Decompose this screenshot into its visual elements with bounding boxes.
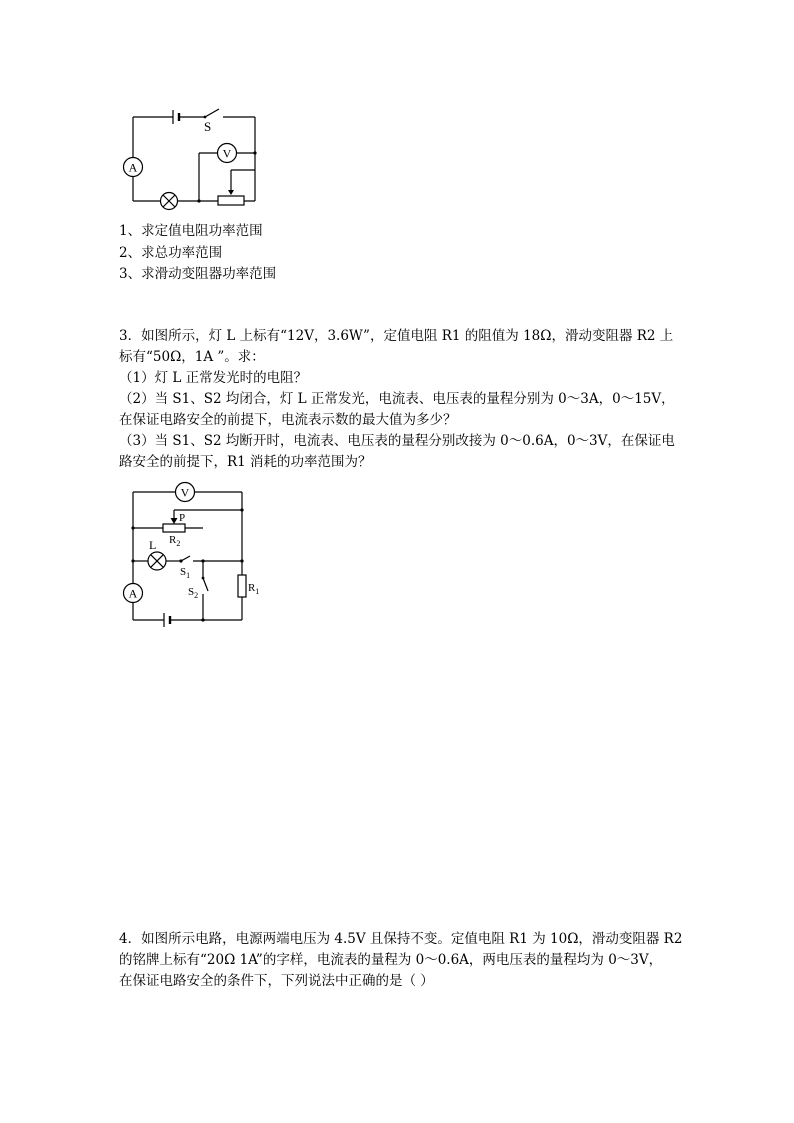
rheostat-slider-arrow [228, 190, 234, 195]
problem-3-part-1: （1）灯 L 正常发光时的电阻？ [119, 370, 308, 386]
switch-label: S [204, 119, 212, 134]
problem-4-line-1: 4．如图所示电路，电源两端电压为 4.5V 且保持不变。定值电阻 R1 为 10Ω，滑动变阻器 R2 [119, 931, 683, 947]
slider-label-p: P [179, 512, 186, 524]
rheostat [218, 196, 244, 205]
question-3: 3、求滑动变阻器功率范围 [119, 266, 277, 282]
switch-s [204, 109, 219, 118]
problem-4-line-3: 在保证电路安全的条件下，下列说法中正确的是（ ） [119, 973, 434, 989]
switch-s2 [202, 577, 208, 591]
svg-text:A: A [128, 586, 138, 601]
lamp-label: L [149, 538, 157, 552]
rheostat-r2 [163, 524, 185, 532]
voltmeter-v [176, 483, 195, 502]
resistor-r1 [238, 575, 246, 597]
svg-text:V: V [180, 485, 190, 500]
voltmeter-v [218, 144, 237, 163]
switch2-label: $S_2$ [188, 586, 199, 600]
switch-s1 [181, 556, 190, 561]
ammeter-a [124, 584, 143, 603]
circuit-diagram-1 [115, 100, 275, 215]
lamp [161, 193, 178, 210]
ammeter-a [124, 158, 143, 177]
problem-3-part-2: （2）当 S1、S2 均闭合，灯 L 正常发光，电流表、电压表的量程分别为 0～3A，0～15V， [119, 391, 675, 407]
problem-3-line-1: 3．如图所示，灯 L 上标有“12V，3.6W”，定值电阻 R1 的阻值为 18Ω，滑动变阻器 R2 上 [119, 328, 674, 344]
lamp-l [148, 552, 166, 570]
problem-3-part-2-cont: 在保证电路安全的前提下，电流表示数的最大值为多少？ [119, 412, 457, 428]
resistor-label: $R_1$ [248, 582, 260, 596]
problem-3-part-3-cont: 路安全的前提下，R1 消耗的功率范围为？ [119, 454, 372, 470]
switch1-label: $S_1$ [180, 566, 191, 580]
circuit-diagram-2 [118, 478, 278, 628]
svg-text:A: A [128, 160, 138, 175]
question-2: 2、求总功率范围 [119, 245, 223, 261]
problem-3-part-3: （3）当 S1、S2 均断开时，电流表、电压表的量程分别改接为 0～0.6A，0～3V，在保证电 [119, 433, 675, 449]
rheostat-label: $R_2$ [169, 534, 181, 548]
slider-arrow [171, 518, 178, 524]
svg-text:V: V [222, 146, 232, 161]
problem-4-line-2: 的铭牌上标有“20Ω 1A”的字样，电流表的量程为 0～0.6A，两电压表的量程均为 0～3V， [119, 952, 663, 968]
question-1: 1、求定值电阻功率范围 [119, 223, 263, 239]
problem-3-line-2: 标有“50Ω，1A ”。求： [119, 349, 265, 365]
